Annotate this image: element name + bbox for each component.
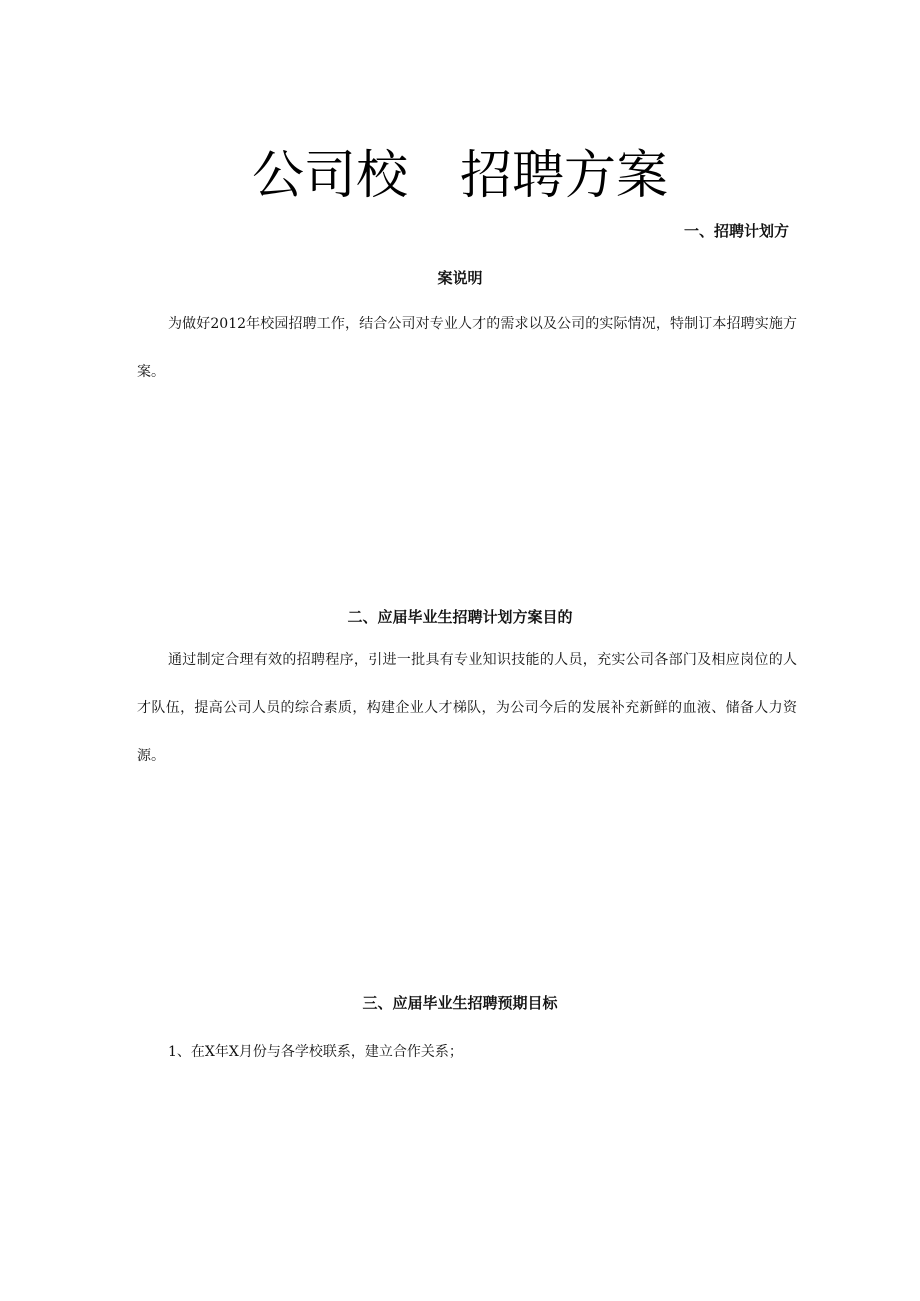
- section-2-paragraph: 通过制定合理有效的招聘程序，引进一批具有专业知识技能的人员，充实公司各部门及相应岗位的人才队伍，提高公司人员的综合素质，构建企业人才梯队，为公司今后的发展补充新鲜的血液、储备人力资源。: [137, 652, 797, 764]
- section-1-heading-line-1: 一、招聘计划方: [683, 222, 789, 240]
- section-1-heading-line-2: 案说明: [437, 269, 483, 287]
- section-2-heading: 二、应届毕业生招聘计划方案目的: [347, 608, 573, 626]
- title-part-1: 公司校: [251, 146, 408, 206]
- section-3-item-1: 1、在X年X月份与各学校联系，建立合作关系；: [168, 1044, 463, 1060]
- section-1-paragraph: 为做好2012年校园招聘工作，结合公司对专业人才的需求以及公司的实际情况，特制订本招聘实施方案。: [137, 316, 797, 380]
- section-3-heading: 三、应届毕业生招聘预期目标: [362, 994, 558, 1012]
- document-title: [0, 138, 920, 214]
- title-part-2: 招聘方案: [460, 146, 669, 206]
